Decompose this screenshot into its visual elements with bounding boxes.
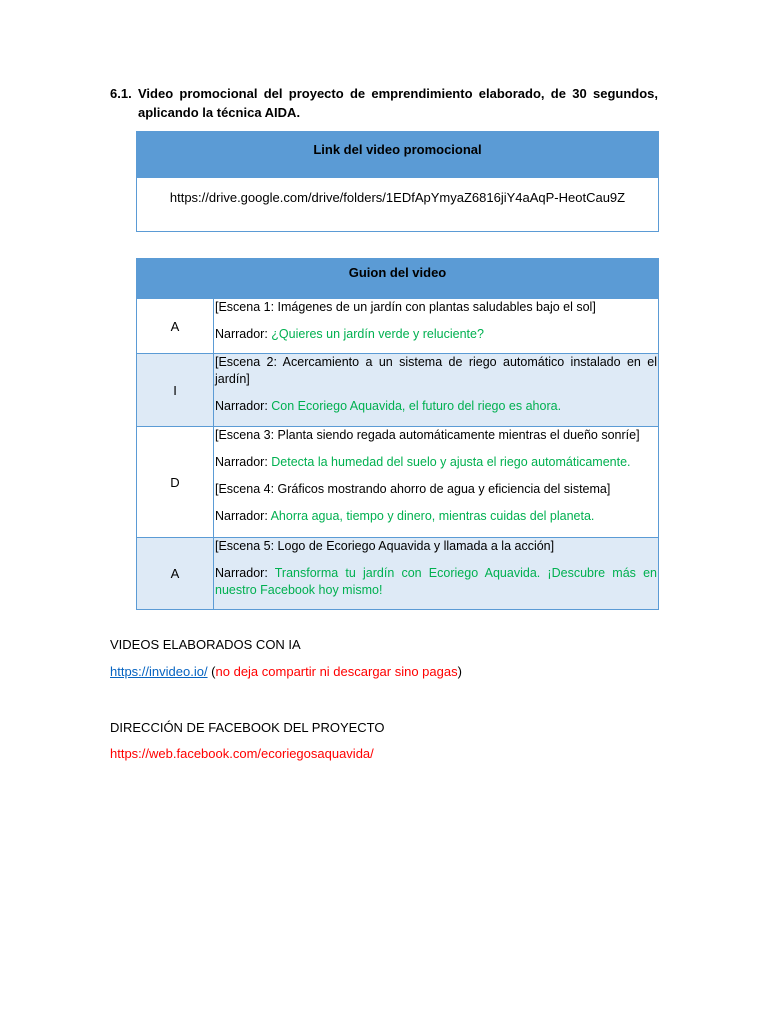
ai-videos-title: VIDEOS ELABORADOS CON IA <box>110 637 301 652</box>
open-paren: ( <box>207 664 216 679</box>
narration-line <box>215 326 657 343</box>
section-number: 6.1. <box>110 86 132 101</box>
script-cell <box>214 427 659 538</box>
facebook-title: DIRECCIÓN DE FACEBOOK DEL PROYECTO <box>110 720 385 735</box>
narrator-label: Narrador: <box>215 566 275 580</box>
scene-description: [Escena 5: Logo de Ecoriego Aquavida y llamada a la acción] <box>215 539 555 553</box>
aida-letter: A <box>137 299 214 354</box>
narrator-label: Narrador: <box>215 455 272 469</box>
facebook-link[interactable]: https://web.facebook.com/ecoriegosaquavida/ <box>110 746 374 761</box>
script-row-desire <box>137 427 659 538</box>
script-cell <box>214 538 659 610</box>
narration-text: Detecta la humedad del suelo y ajusta el riego automáticamente. <box>271 455 631 469</box>
scene-description: [Escena 1: Imágenes de un jardín con plantas saludables bajo el sol] <box>215 300 596 314</box>
scene-description: [Escena 3: Planta siendo regada automáticamente mientras el dueño sonríe] <box>215 428 640 442</box>
aida-letter: A <box>137 538 214 610</box>
narration-line <box>215 454 657 471</box>
link-table <box>136 131 659 232</box>
close-paren: ) <box>457 664 462 679</box>
script-table <box>136 258 659 610</box>
script-row-action <box>137 538 659 610</box>
scene-description: [Escena 4: Gráficos mostrando ahorro de agua y eficiencia del sistema] <box>215 482 611 496</box>
narrator-label: Narrador: <box>215 509 271 523</box>
video-link-url: https://drive.google.com/drive/folders/1EDfApYmyaZ6816jiY4aAqP-HeotCau9Z <box>137 178 659 232</box>
link-table-header: Link del video promocional <box>137 132 659 178</box>
narration-line <box>215 565 657 599</box>
narration-line <box>215 398 657 415</box>
script-cell <box>214 299 659 354</box>
invideo-note: no deja compartir ni descargar sino pagas <box>215 664 458 679</box>
section-heading <box>110 84 658 122</box>
scene-description: [Escena 2: Acercamiento a un sistema de riego automático instalado en el jardín] <box>215 355 657 386</box>
aida-letter: I <box>137 354 214 427</box>
script-cell <box>214 354 659 427</box>
script-row-attention <box>137 299 659 354</box>
narration-line <box>215 508 657 525</box>
script-row-interest <box>137 354 659 427</box>
narration-text: Ahorra agua, tiempo y dinero, mientras cuidas del planeta. <box>270 509 595 523</box>
narration-text: ¿Quieres un jardín verde y reluciente? <box>271 327 484 341</box>
invideo-link[interactable]: https://invideo.io/ <box>110 664 208 679</box>
narrator-label: Narrador: <box>215 327 272 341</box>
script-table-header: Guion del video <box>137 259 659 299</box>
section-title: Video promocional del proyecto de emprendimiento elaborado, de 30 segundos, aplicando la técnica AIDA. <box>138 86 658 120</box>
aida-letter: D <box>137 427 214 538</box>
ai-videos-line <box>110 664 462 679</box>
narrator-label: Narrador: <box>215 399 272 413</box>
narration-text: Con Ecoriego Aquavida, el futuro del riego es ahora. <box>271 399 562 413</box>
narration-text: Transforma tu jardín con Ecoriego Aquavida. ¡Descubre más en nuestro Facebook hoy mismo! <box>215 566 657 597</box>
